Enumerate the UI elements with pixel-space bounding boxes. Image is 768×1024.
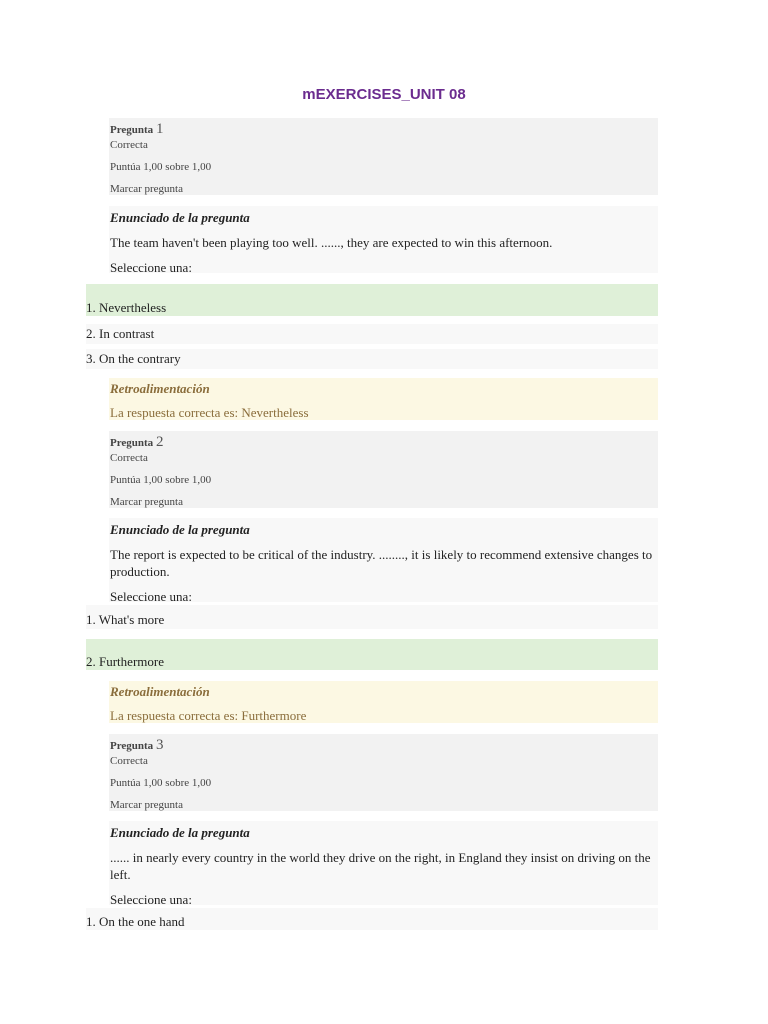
question-state: Correcta	[110, 452, 148, 464]
stem-heading: Enunciado de la pregunta	[110, 825, 250, 840]
answer-option[interactable]: 1. On the one hand	[86, 908, 658, 930]
answer-option[interactable]: 1. Nevertheless	[86, 284, 658, 316]
select-prompt: Seleccione una:	[110, 260, 192, 275]
select-prompt: Seleccione una:	[110, 892, 192, 907]
answer-option[interactable]: 2. In contrast	[86, 324, 658, 344]
feedback-heading: Retroalimentación	[110, 684, 210, 699]
question-stem	[109, 821, 658, 905]
answer-option[interactable]: 1. What's more	[86, 605, 658, 629]
question-info	[109, 431, 658, 508]
answer-option[interactable]: 2. Furthermore	[86, 639, 658, 670]
question-state: Correcta	[110, 755, 148, 767]
stem-heading: Enunciado de la pregunta	[110, 522, 250, 537]
stem-heading: Enunciado de la pregunta	[110, 210, 250, 225]
page-title: mEXERCISES_UNIT 08	[302, 86, 466, 103]
question-grade: Puntúa 1,00 sobre 1,00	[110, 777, 212, 789]
flag-question-link[interactable]: Marcar pregunta	[110, 183, 183, 195]
feedback-box	[109, 378, 658, 420]
answer-option[interactable]: 3. On the contrary	[86, 349, 658, 369]
question-text: The team haven't been playing too well. ......, they are expected to win this afternoon.	[110, 235, 553, 250]
question-number: Pregunta 2	[110, 434, 164, 450]
question-stem	[109, 206, 658, 273]
question-info	[109, 118, 658, 195]
question-info	[109, 734, 658, 811]
question-grade: Puntúa 1,00 sobre 1,00	[110, 474, 212, 486]
select-prompt: Seleccione una:	[110, 589, 192, 604]
question-number: Pregunta 3	[110, 737, 164, 753]
feedback-text: La respuesta correcta es: Nevertheless	[110, 405, 309, 420]
question-number: Pregunta 1	[110, 121, 164, 137]
flag-question-link[interactable]: Marcar pregunta	[110, 496, 183, 508]
question-state: Correcta	[110, 139, 148, 151]
question-text: The report is expected to be critical of the industry. ........, it is likely to recommend extensive changes to production.	[110, 547, 653, 579]
feedback-heading: Retroalimentación	[110, 381, 210, 396]
question-grade: Puntúa 1,00 sobre 1,00	[110, 161, 212, 173]
flag-question-link[interactable]: Marcar pregunta	[110, 799, 183, 811]
question-text: ...... in nearly every country in the world they drive on the right, in England they insist on driving on the left.	[110, 850, 651, 882]
question-stem	[109, 518, 658, 602]
feedback-box	[109, 681, 658, 723]
feedback-text: La respuesta correcta es: Furthermore	[110, 708, 307, 723]
